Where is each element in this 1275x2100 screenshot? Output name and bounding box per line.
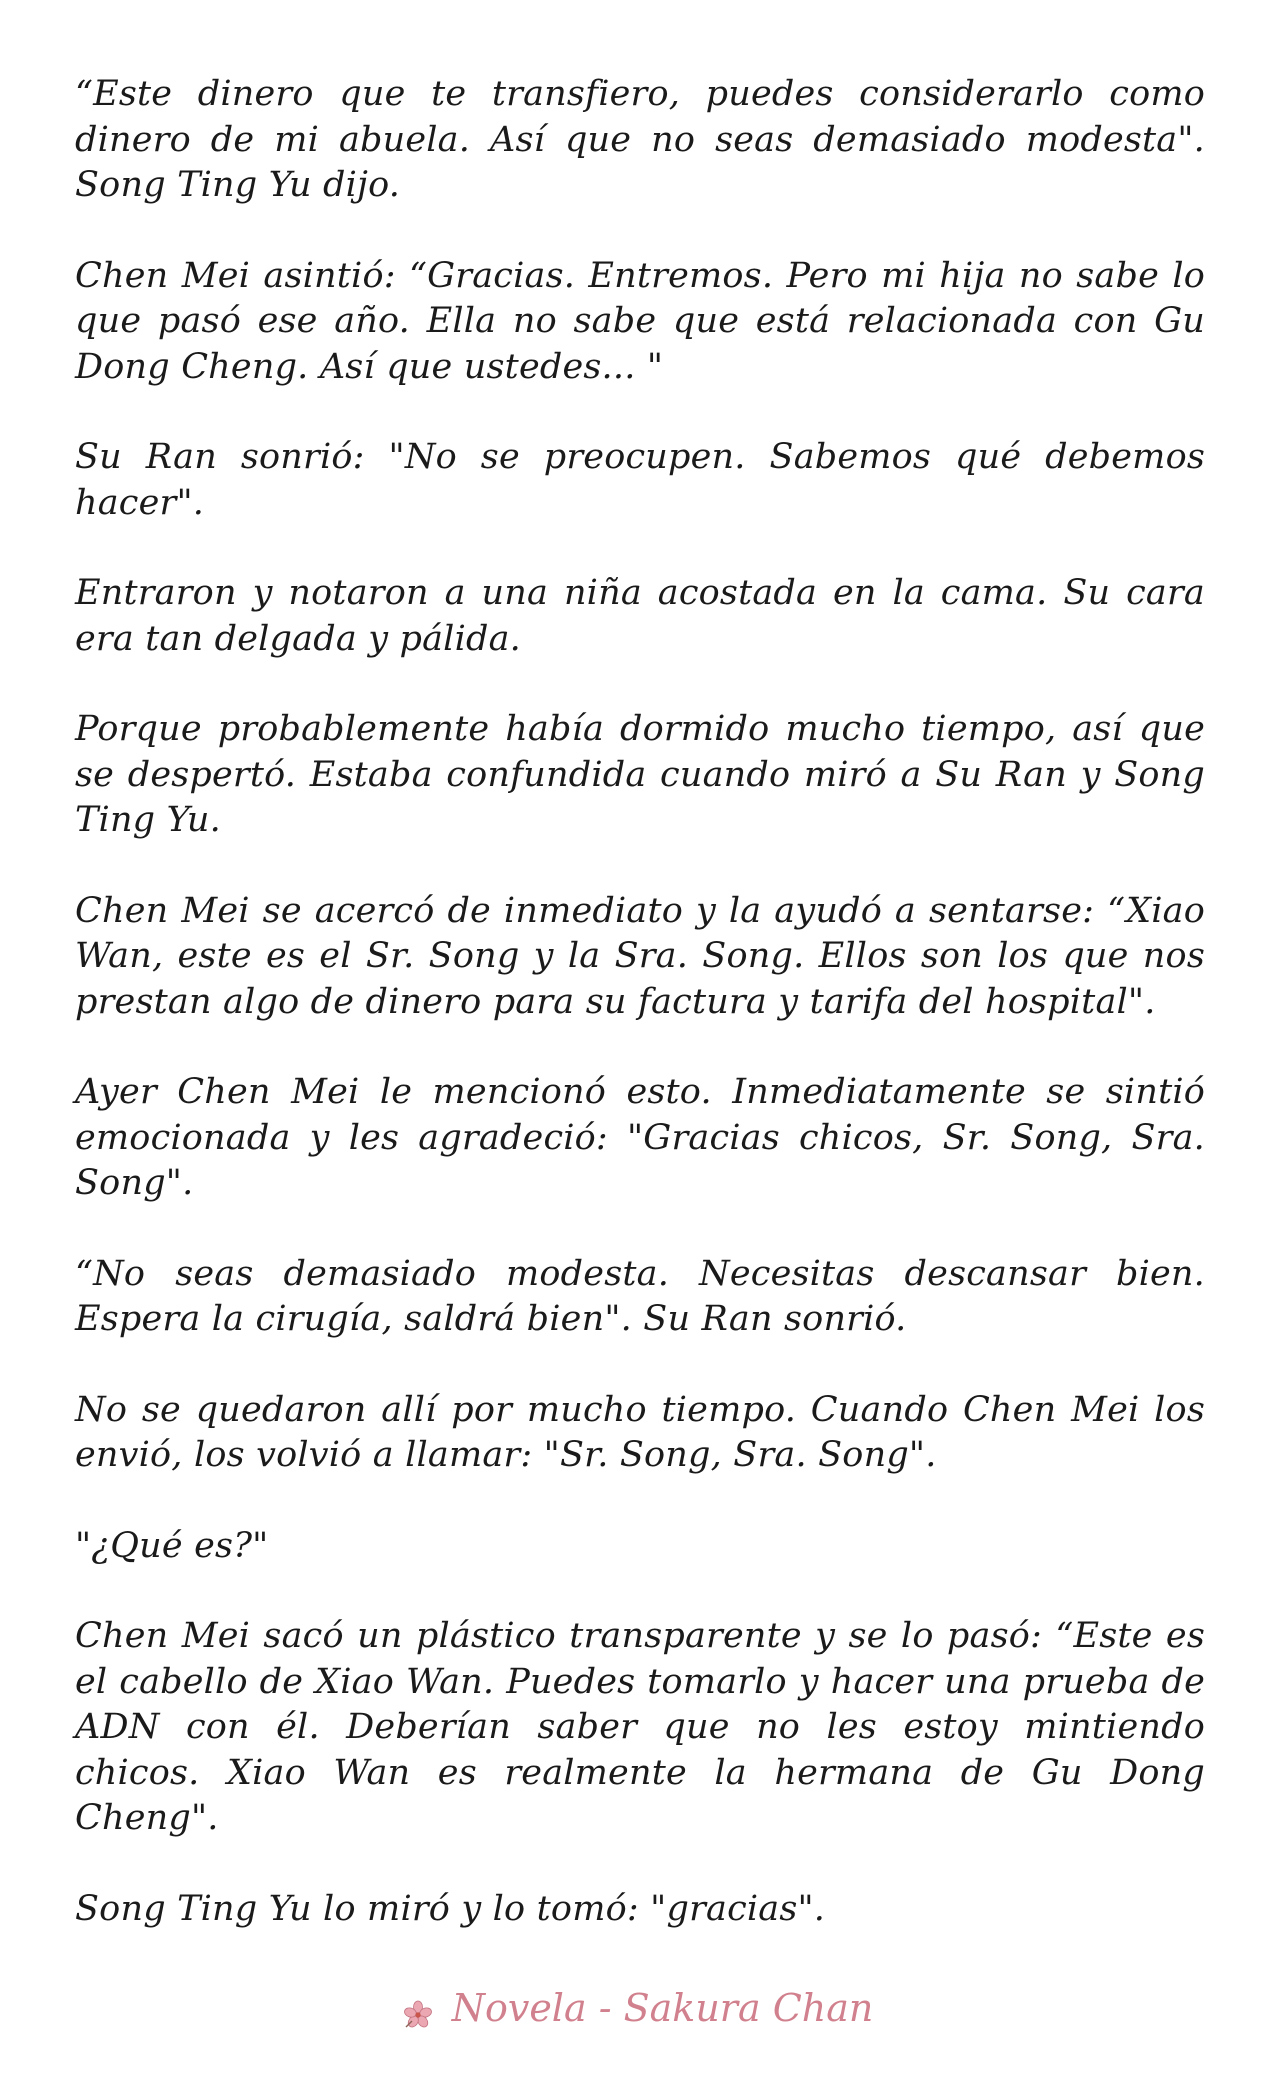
paragraph-1: “Este dinero que te transfiero, puedes considerarlo como dinero de mi abuela. Así que no seas demasiado modesta". Song Ting Yu dijo. — [75, 74, 1205, 205]
paragraph-7: Ayer Chen Mei le mencionó esto. Inmediatamente se sintió emocionada y les agradeció: "Gracias chicos, Sr. Song, Sra. Song". — [75, 1072, 1205, 1203]
sakura-flower-icon — [402, 1996, 434, 2028]
paragraph-5: Porque probablemente había dormido mucho tiempo, así que se despertó. Estaba confundida cuando miró a Su Ran y Song Ting Yu. — [75, 709, 1205, 840]
paragraph-9: No se quedaron allí por mucho tiempo. Cuando Chen Mei los envió, los volvió a llamar: "Sr. Song, Sra. Song". — [75, 1389, 1205, 1475]
watermark — [0, 1986, 1275, 2030]
paragraph-10: "¿Qué es?" — [75, 1525, 269, 1566]
paragraph-2: Chen Mei asintió: “Gracias. Entremos. Pero mi hija no sabe lo que pasó ese año. Ella no sabe que está relacionada con Gu Dong Cheng. Así que ustedes... " — [75, 255, 1205, 387]
document-body — [75, 72, 1205, 1977]
paragraph-6: Chen Mei se acercó de inmediato y la ayudó a sentarse: “Xiao Wan, este es el Sr. Song y la Sra. Song. Ellos son los que nos prestan algo de dinero para su factura y tarifa del hospital". — [75, 890, 1205, 1022]
paragraph-3: Su Ran sonrió: "No se preocupen. Sabemos qué debemos hacer". — [75, 437, 1205, 523]
watermark-text: Novela - Sakura Chan — [451, 1986, 874, 2030]
paragraph-11: Chen Mei sacó un plástico transparente y se lo pasó: “Este es el cabello de Xiao Wan. Puedes tomarlo y hacer una prueba de ADN con él. Deberían saber que no les estoy mintiendo chicos. Xiao Wan es realmente la hermana de Gu Dong Cheng". — [75, 1616, 1205, 1838]
paragraph-4: Entraron y notaron a una niña acostada en la cama. Su cara era tan delgada y pálida. — [75, 573, 1205, 659]
paragraph-12: Song Ting Yu lo miró y lo tomó: "gracias". — [75, 1888, 826, 1929]
paragraph-8: “No seas demasiado modesta. Necesitas descansar bien. Espera la cirugía, saldrá bien". Su Ran sonrió. — [75, 1253, 1205, 1339]
